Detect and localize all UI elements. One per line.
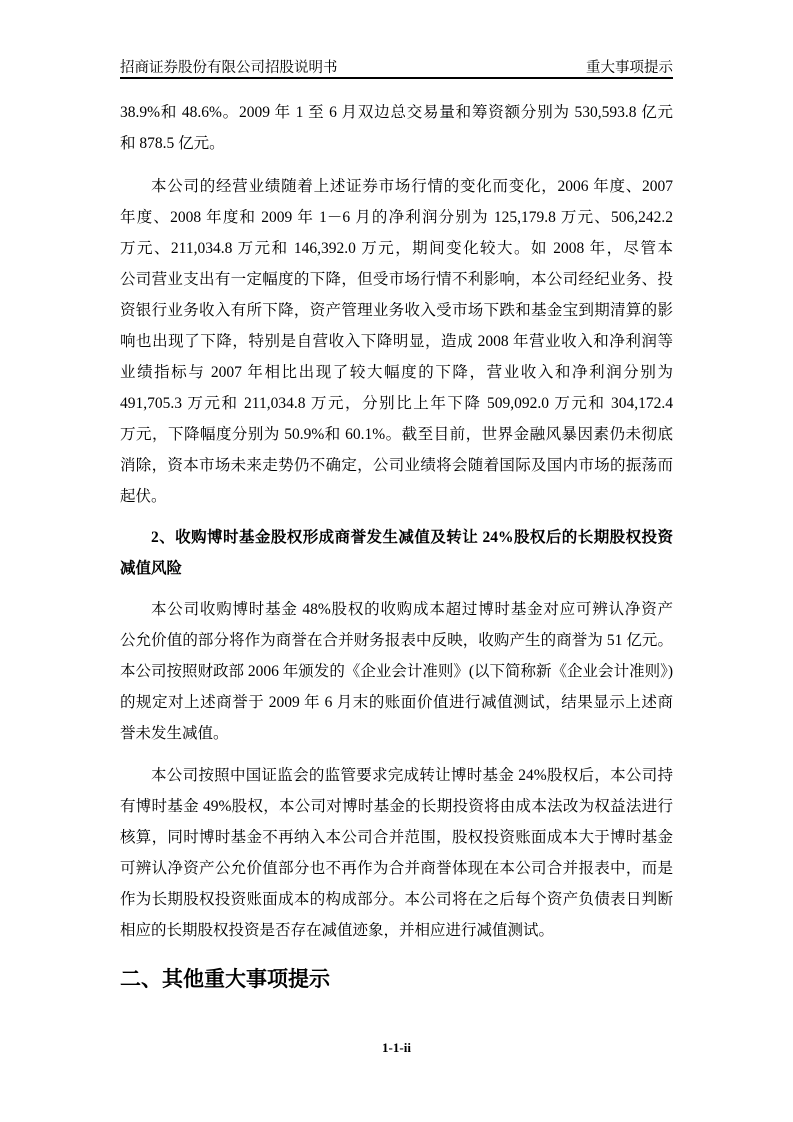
- text-line: 响也出现了下降，特别是自营收入下降明显，造成 2008 年营业收入和净利润等: [120, 333, 673, 350]
- text-line: 本公司按照中国证监会的监管要求完成转让博时基金 24%股权后，本公司持: [151, 767, 673, 784]
- text-line: 万元、211,034.8 万元和 146,392.0 万元，期间变化较大。如 2008 年，尽管本: [120, 240, 673, 257]
- text-line: 和 878.5 亿元。: [120, 135, 225, 152]
- text-line: 起伏。: [120, 488, 167, 505]
- text-line: 年度、2008 年度和 2009 年 1－6 月的净利润分别为 125,179.8 万元、506,242.2: [120, 209, 673, 226]
- text-line: 作为长期股权投资账面成本的构成部分。本公司将在之后每个资产负债表日判断: [120, 891, 673, 908]
- section-title: 重大事项提示: [586, 60, 673, 76]
- text-line: 38.9%和 48.6%。2009 年 1 至 6 月双边总交易量和筹资额分别为 530,593.8 亿元: [120, 104, 673, 121]
- text-line: 2、收购博时基金股权形成商誉发生减值及转让 24%股权后的长期股权投资: [151, 529, 673, 546]
- subsection-heading: [120, 522, 673, 584]
- text-line: 可辨认净资产公允价值部分也不再作为合并商誉体现在本公司合并报表中，而是: [120, 860, 673, 877]
- text-line: 本公司按照财政部 2006 年颁发的《企业会计准则》(以下简称新《企业会计准则》): [120, 663, 673, 680]
- text-line: 消除，资本市场未来走势仍不确定，公司业绩将会随着国际及国内市场的振荡而: [120, 457, 673, 474]
- running-header: [120, 56, 673, 76]
- text-line: 业绩指标与 2007 年相比出现了较大幅度的下降，营业收入和净利润分别为: [120, 364, 673, 381]
- section-heading: 二、其他重大事项提示: [120, 967, 330, 991]
- text-line: 誉未发生减值。: [120, 725, 229, 742]
- document-title: 招商证券股份有限公司招股说明书: [120, 60, 338, 76]
- page-number: 1-1-ii: [382, 1040, 411, 1055]
- text-line: 的规定对上述商誉于 2009 年 6 月末的账面价值进行减值测试，结果显示上述商: [120, 694, 673, 711]
- paragraph: [120, 760, 673, 946]
- text-line: 相应的长期股权投资是否存在减值迹象，并相应进行减值测试。: [120, 922, 555, 939]
- text-line: 资银行业务收入有所下降，资产管理业务收入受市场下跌和基金宝到期清算的影: [120, 302, 673, 319]
- paragraph: [120, 97, 673, 159]
- header-rule: [120, 77, 673, 79]
- paragraph: [120, 171, 673, 512]
- text-line: 本公司收购博时基金 48%股权的收购成本超过博时基金对应可辨认净资产: [151, 601, 673, 618]
- text-line: 491,705.3 万元和 211,034.8 万元，分别比上年下降 509,092.0 万元和 304,172.4: [120, 395, 673, 412]
- text-line: 万元，下降幅度分别为 50.9%和 60.1%。截至目前，世界金融风暴因素仍未彻底: [120, 426, 673, 443]
- text-line: 核算，同时博时基金不再纳入本公司合并范围，股权投资账面成本大于博时基金: [120, 829, 673, 846]
- text-line: 有博时基金 49%股权，本公司对博时基金的长期投资将由成本法改为权益法进行: [120, 798, 673, 815]
- text-line: 本公司的经营业绩随着上述证券市场行情的变化而变化，2006 年度、2007: [151, 178, 673, 195]
- text-line: 公司营业支出有一定幅度的下降，但受市场行情不利影响，本公司经纪业务、投: [120, 271, 673, 288]
- paragraph: [120, 594, 673, 749]
- text-line: 公允价值的部分将作为商誉在合并财务报表中反映，收购产生的商誉为 51 亿元。: [120, 632, 673, 649]
- text-line: 减值风险: [120, 560, 183, 577]
